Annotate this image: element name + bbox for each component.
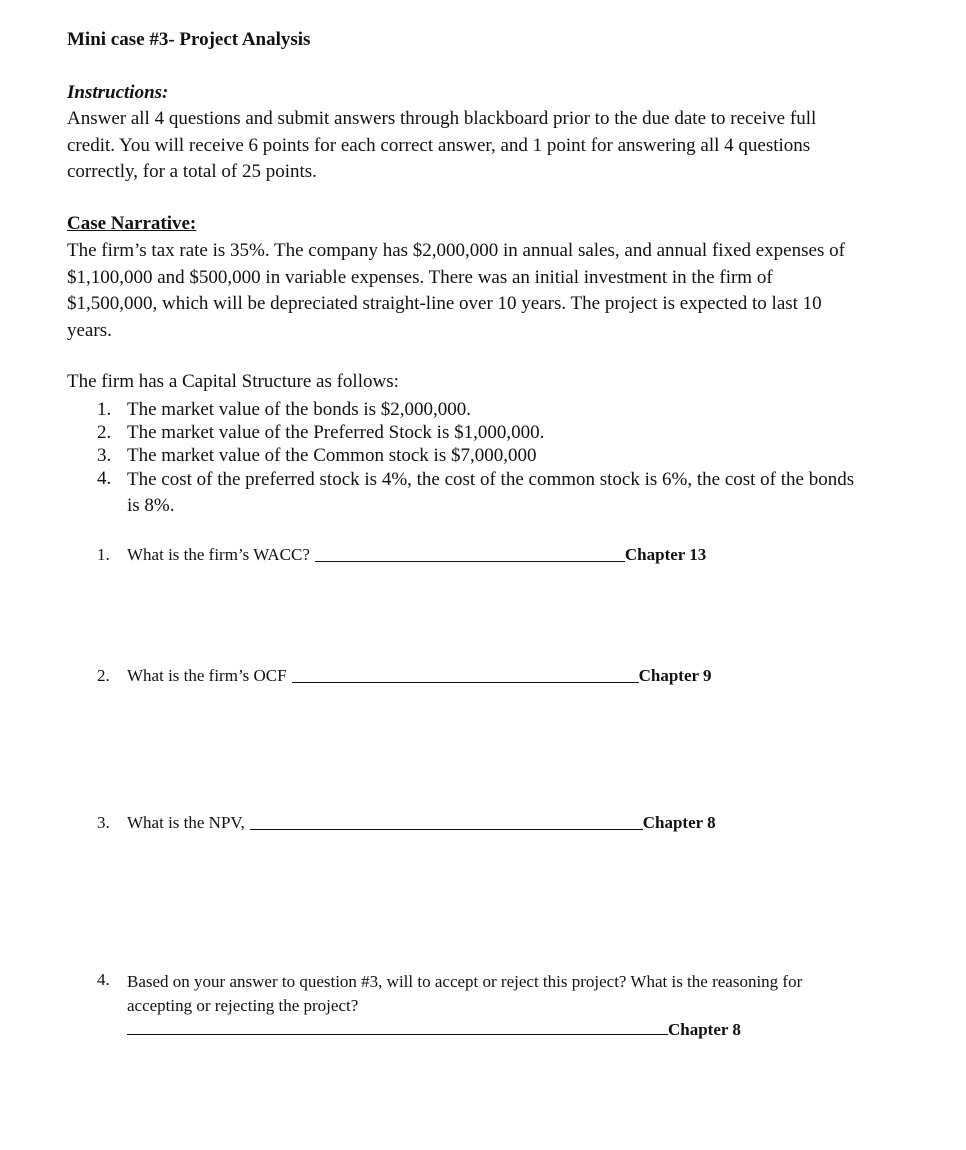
case-narrative-body: The firm’s tax rate is 35%. The company has $2,000,000 in annual sales, and annual fixed expenses of $1,100,000 and $500,000 in variable expenses. There was an initial investment in the firm of $1,500,000, which will be depreciated straight-line over 10 years. The project is expected to last 10 years. (67, 240, 845, 341)
question-number: 2. (97, 666, 110, 685)
list-item (97, 398, 857, 421)
capital-structure-list (97, 398, 857, 519)
list-item (97, 444, 857, 467)
list-item-number: 2. (97, 422, 112, 443)
list-item-text: The market value of the bonds is $2,000,000. (127, 399, 472, 420)
list-item (97, 421, 857, 444)
answer-line (292, 666, 639, 683)
list-item-text: The market value of the Preferred Stock is $1,000,000. (127, 422, 545, 443)
question-1 (97, 545, 706, 565)
answer-line (315, 545, 625, 562)
question-text: What is the firm’s OCF (127, 666, 287, 685)
document-title: Mini case #3- Project Analysis (67, 29, 311, 50)
list-item-text: The market value of the Common stock is $7,000,000 (127, 445, 537, 466)
capital-structure-intro: The firm has a Capital Structure as follows: (67, 371, 399, 392)
question-number: 4. (97, 970, 110, 989)
answer-line (127, 1018, 668, 1035)
case-narrative-heading: Case Narrative: (67, 213, 197, 234)
instructions-heading: Instructions: (67, 82, 169, 103)
instructions-body: Answer all 4 questions and submit answers through blackboard prior to the due date to receive full credit. You will receive 6 points for each correct answer, and 1 point for answering all 4 questions correctly, for a total of 25 points. (67, 108, 817, 182)
chapter-reference: Chapter 9 (638, 666, 712, 685)
question-3 (97, 813, 716, 833)
question-text: What is the NPV, (127, 813, 245, 832)
question-number: 3. (97, 813, 110, 832)
chapter-reference: Chapter 8 (668, 1020, 741, 1039)
question-number: 1. (97, 545, 110, 564)
list-item-number: 3. (97, 445, 112, 466)
question-2 (97, 666, 712, 686)
list-item-text: The cost of the preferred stock is 4%, the cost of the common stock is 6%, the cost of the bonds is 8%. (127, 469, 855, 516)
chapter-reference: Chapter 8 (642, 813, 716, 832)
question-4 (97, 970, 857, 1042)
list-item-number: 1. (97, 399, 112, 420)
list-item (97, 467, 857, 519)
answer-line (250, 813, 643, 830)
chapter-reference: Chapter 13 (624, 545, 707, 564)
question-text: Based on your answer to question #3, will to accept or reject this project? What is the reasoning for accepting or rejecting the project? (127, 972, 803, 1015)
list-item-number: 4. (97, 468, 112, 489)
question-text: What is the firm’s WACC? (127, 545, 310, 564)
